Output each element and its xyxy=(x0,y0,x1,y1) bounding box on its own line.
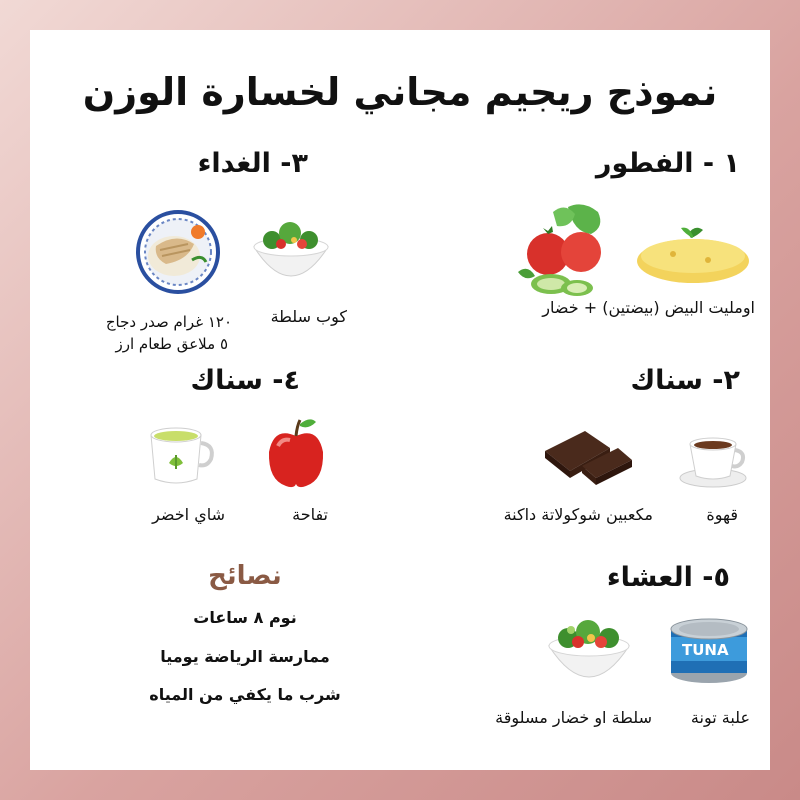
snack1-caption-coffee: قهوة xyxy=(706,505,738,524)
salad-bowl-icon xyxy=(543,608,635,688)
snack2-heading: ٤- سناك xyxy=(190,365,300,396)
omelette-icon xyxy=(633,216,753,296)
diet-plan-card xyxy=(30,30,770,770)
tip-item: شرب ما يكفي من المياه xyxy=(149,685,341,704)
dinner-caption-salad: سلطة او خضار مسلوقة xyxy=(495,708,652,727)
lunch-caption-salad: كوب سلطة xyxy=(270,307,347,326)
chicken-rice-plate-icon xyxy=(136,210,220,294)
snack1-caption-chocolate: مكعبين شوكولاتة داكنة xyxy=(503,505,653,524)
snack2-caption-tea: شاي اخضر xyxy=(152,505,225,524)
vegetables-icon xyxy=(513,202,613,302)
tip-item: نوم ٨ ساعات xyxy=(193,608,297,627)
tip-item: ممارسة الرياضة يوميا xyxy=(160,647,330,666)
dark-chocolate-icon xyxy=(540,426,635,486)
snack1-heading: ٢- سناك xyxy=(630,365,740,396)
tips-heading: نصائح xyxy=(208,561,282,591)
dinner-caption-tuna: علبة تونة xyxy=(690,708,750,727)
breakfast-caption: اومليت البيض (بيضتين) + خضار xyxy=(542,298,755,317)
coffee-cup-icon xyxy=(678,430,748,490)
breakfast-heading: ١ - الفطور xyxy=(595,148,740,179)
salad-bowl-icon xyxy=(250,213,332,287)
green-tea-cup-icon xyxy=(145,425,217,491)
apple-icon xyxy=(264,414,328,490)
lunch-caption-rice: ٥ ملاعق طعام ارز xyxy=(115,335,228,353)
snack2-caption-apple: تفاحة xyxy=(292,505,328,524)
tuna-can-icon xyxy=(668,615,750,685)
lunch-caption-chicken: ١٢٠ غرام صدر دجاج xyxy=(105,313,232,331)
dinner-heading: ٥- العشاء xyxy=(606,562,730,593)
lunch-heading: ٣- الغداء xyxy=(197,148,308,179)
page-title: نموذج ريجيم مجاني لخسارة الوزن xyxy=(82,70,718,114)
tuna-label: TUNA xyxy=(682,641,729,659)
